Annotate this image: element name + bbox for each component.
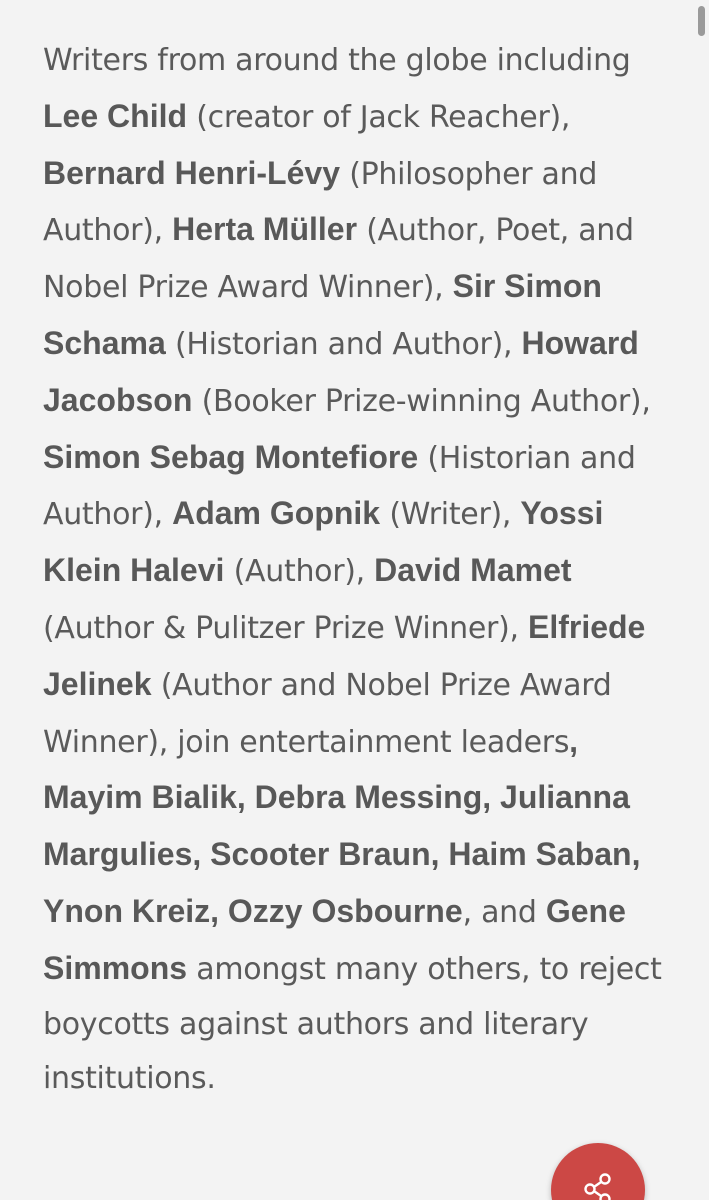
text-segment: (Author),: [224, 554, 375, 590]
bold-name-segment: Howard Jacobson: [43, 324, 639, 418]
share-button[interactable]: [551, 1143, 645, 1200]
text-segment: (Historian and Author),: [43, 440, 636, 533]
bold-name-segment: Adam Gopnik: [172, 495, 381, 532]
text-segment: (Historian and Author),: [165, 326, 522, 362]
bold-name-segment: Elfriede Jelinek: [43, 608, 646, 702]
text-segment: Writers from around the globe including: [43, 43, 631, 78]
scrollbar-thumb[interactable]: [698, 6, 705, 36]
article-paragraph: [43, 34, 665, 1107]
text-segment: amongst many others, to reject boycotts against authors and literary institutions.: [43, 951, 662, 1097]
scrollbar[interactable]: [695, 0, 709, 1200]
bold-name-segment: Simon Sebag Montefiore: [43, 438, 419, 475]
bold-name-segment: Lee Child: [43, 97, 188, 134]
text-segment: (Booker Prize-winning Author),: [192, 383, 651, 419]
text-segment: (Author and Nobel Prize Award Winner), join entertainment leaders: [43, 667, 612, 760]
text-segment: , and: [462, 894, 546, 930]
bold-name-segment: Sir Simon Schama: [43, 268, 602, 361]
text-segment: (Philosopher and Author),: [43, 156, 598, 249]
bold-name-segment: Herta Müller: [172, 211, 358, 248]
text-segment: (Writer),: [380, 497, 521, 533]
bold-name-segment: Yossi Klein Halevi: [43, 495, 604, 589]
text-segment: (Author & Pulitzer Prize Winner),: [43, 610, 528, 646]
bold-name-segment: Gene Simmons: [43, 892, 626, 986]
bold-name-segment: , Mayim Bialik, Debra Messing, Julianna Margulies, Scooter Braun, Haim Saban, Ynon Kreiz, Ozzy Osbourne: [43, 722, 641, 929]
bold-name-segment: David Mamet: [374, 552, 572, 589]
text-segment: (creator of Jack Reacher),: [187, 99, 571, 135]
bold-name-segment: Bernard Henri-Lévy: [43, 154, 340, 191]
text-segment: (Author, Poet, and Nobel Prize Award Winner),: [43, 213, 634, 306]
share-icon: [580, 1171, 616, 1200]
